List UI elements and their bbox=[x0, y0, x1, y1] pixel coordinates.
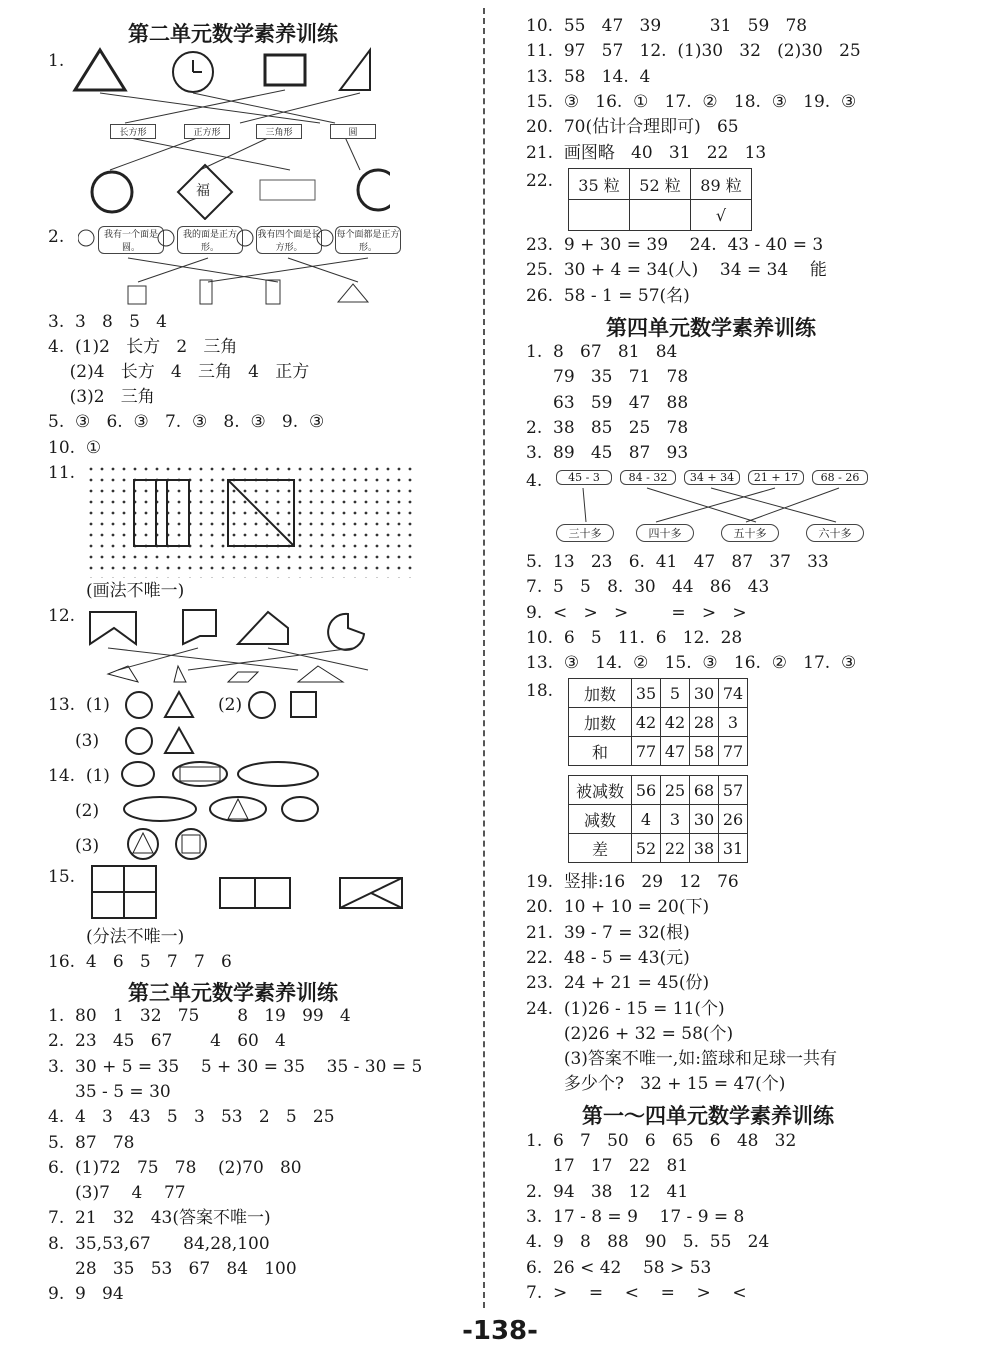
u14-line-7: 7. > = < = > < bbox=[526, 1282, 747, 1303]
u2-q2-number: 2. bbox=[48, 227, 65, 247]
sub-table-cell: 30 bbox=[690, 805, 719, 834]
add-table-cell: 58 bbox=[690, 737, 719, 766]
sub-table-cell: 4 bbox=[632, 805, 661, 834]
cuboid-icon bbox=[200, 280, 212, 304]
sub-table-cell: 52 bbox=[632, 834, 661, 863]
u4b-line-4: 10. 6 5 11. 6 12. 28 bbox=[526, 627, 743, 648]
q2-speech-3: 我有四个面是长方形。 bbox=[256, 226, 322, 254]
q4-expr-4: 21 + 17 bbox=[748, 470, 804, 485]
q22-empty-1 bbox=[569, 200, 630, 231]
q13-3-shapes bbox=[123, 726, 203, 756]
solid-matching-figure bbox=[78, 222, 378, 308]
u4c-line-9: 多少个? 32 + 15 = 47(个) bbox=[526, 1074, 786, 1095]
q4-matching bbox=[556, 470, 936, 546]
q22-cell-35: 35 粒 bbox=[569, 169, 630, 200]
q1-label-triangle: 三角形 bbox=[256, 124, 302, 139]
u2-q15-number: 15. bbox=[48, 867, 76, 887]
q4-expr-5: 68 - 26 bbox=[812, 470, 868, 485]
u4b-line-1: 5. 13 23 6. 41 47 87 37 33 bbox=[526, 552, 829, 572]
r-line-2: 11. 97 57 12. (1)30 32 (2)30 25 bbox=[526, 41, 861, 62]
add-table-cell: 35 bbox=[632, 679, 661, 708]
sub-table-cell: 差 bbox=[569, 834, 632, 863]
u3-line-8: (3)7 4 77 bbox=[48, 1183, 186, 1204]
set-square-icon bbox=[340, 50, 370, 90]
q14-2-shapes bbox=[120, 795, 340, 825]
q22-table bbox=[568, 168, 752, 231]
u3-line-4: 35 - 5 = 30 bbox=[48, 1081, 171, 1102]
ruler-icon bbox=[260, 180, 315, 200]
q14-3-shapes bbox=[123, 828, 223, 860]
division-figure bbox=[90, 864, 410, 922]
u3-line-1: 1. 80 1 32 75 8 19 99 4 bbox=[48, 1006, 351, 1026]
u2-q1-number: 1. bbox=[48, 51, 65, 71]
q1-label-rect: 长方形 bbox=[110, 124, 156, 139]
sub-table-cell: 38 bbox=[690, 834, 719, 863]
sub-table-cell: 25 bbox=[661, 776, 690, 805]
unit3-title: 第三单元数学素养训练 bbox=[128, 981, 338, 1005]
r-mid-line-1: 23. 9 + 30 = 39 24. 43 - 40 = 3 bbox=[526, 235, 824, 255]
u4c-line-1: 19. 竖排:16 29 12 76 bbox=[526, 872, 739, 892]
q4-range-40s: 四十多 bbox=[636, 524, 694, 542]
r-line-5: 20. 70(估计合理即可) 65 bbox=[526, 117, 739, 138]
sub-table-cell: 26 bbox=[719, 805, 748, 834]
unit2-title: 第二单元数学素养训练 bbox=[128, 22, 338, 46]
q4-lines bbox=[556, 486, 936, 526]
add-table-cell: 47 bbox=[661, 737, 690, 766]
u14-line-3: 2. 94 38 12 41 bbox=[526, 1181, 689, 1202]
sub-table-cell: 31 bbox=[719, 834, 748, 863]
r-line-6: 21. 画图略 40 31 22 13 bbox=[526, 142, 767, 163]
dot-grid-figure bbox=[88, 466, 418, 578]
frame-icon bbox=[265, 55, 305, 85]
sub-table-cell: 56 bbox=[632, 776, 661, 805]
column-divider bbox=[483, 8, 485, 1308]
u2-q14a: 14. (1) bbox=[48, 766, 110, 786]
q4-range-30s: 三十多 bbox=[556, 524, 614, 542]
r-line-1: 10. 55 47 39 31 59 78 bbox=[526, 16, 808, 36]
u2-q10: 10. ① bbox=[48, 438, 102, 458]
u4-line-2: 79 35 71 78 bbox=[526, 367, 689, 388]
u4-line-3: 63 59 47 88 bbox=[526, 392, 689, 413]
u2-q13a: 13. (1) bbox=[48, 695, 110, 715]
cube-icon bbox=[128, 286, 146, 304]
q4-range-60s: 六十多 bbox=[806, 524, 864, 542]
r-line-3: 13. 58 14. 4 bbox=[526, 66, 651, 87]
add-table-cell: 3 bbox=[719, 708, 748, 737]
u2-q13b: (3) bbox=[48, 731, 100, 751]
u2-q13a2: (2) bbox=[218, 695, 243, 715]
u2-q4b: (2)4 长方 4 三角 4 正方 bbox=[48, 362, 310, 382]
u4-q4-number: 4. bbox=[526, 471, 543, 491]
q14-1-shapes bbox=[120, 760, 320, 790]
q4-expr-1: 45 - 3 bbox=[556, 470, 612, 485]
add-table-cell: 77 bbox=[719, 737, 748, 766]
add-table-cell: 42 bbox=[632, 708, 661, 737]
add-table-cell: 5 bbox=[661, 679, 690, 708]
u4-line-5: 3. 89 45 87 93 bbox=[526, 443, 689, 464]
u3-line-12: 9. 9 94 bbox=[48, 1284, 124, 1305]
u2-q5-9: 5. ③ 6. ③ 7. ③ 8. ③ 9. ③ bbox=[48, 412, 325, 432]
sub-table-cell: 减数 bbox=[569, 805, 632, 834]
q22-check-mark: √ bbox=[691, 200, 752, 231]
add-table-cell: 74 bbox=[719, 679, 748, 708]
q2-speech-1: 我有一个面是圆。 bbox=[98, 226, 164, 254]
u3-q22-number: 22. bbox=[526, 171, 554, 191]
u4b-line-3: 9. < > > = > > bbox=[526, 602, 747, 623]
u14-line-5: 4. 9 8 88 90 5. 55 24 bbox=[526, 1232, 770, 1253]
u3-line-7: 6. (1)72 75 78 (2)70 80 bbox=[48, 1157, 302, 1178]
page-number: -138- bbox=[462, 1316, 538, 1346]
add-table-cell: 28 bbox=[690, 708, 719, 737]
u4-line-4: 2. 38 85 25 78 bbox=[526, 417, 689, 438]
u3-line-5: 4. 4 3 43 5 3 53 2 5 25 bbox=[48, 1107, 335, 1128]
q22-cell-89: 89 粒 bbox=[691, 169, 752, 200]
add-table-cell: 加数 bbox=[569, 708, 632, 737]
q18-subtraction-table bbox=[568, 775, 748, 863]
prism-icon bbox=[338, 284, 368, 302]
q4-expr-3: 34 + 34 bbox=[684, 470, 740, 485]
u2-q4c: (3)2 三角 bbox=[48, 387, 155, 407]
u4c-line-3: 21. 39 - 7 = 32(根) bbox=[526, 922, 690, 943]
q1-sign-text: 福 bbox=[196, 183, 210, 199]
q4-range-50s: 五十多 bbox=[721, 524, 779, 542]
u2-q14c: (3) bbox=[48, 836, 100, 856]
sub-table-cell: 22 bbox=[661, 834, 690, 863]
r-mid-line-3: 26. 58 - 1 = 57(名) bbox=[526, 285, 690, 306]
r-line-4: 15. ③ 16. ① 17. ② 18. ③ 19. ③ bbox=[526, 91, 857, 112]
cylinder-icon bbox=[266, 280, 280, 304]
u14-line-6: 6. 26 < 42 58 > 53 bbox=[526, 1257, 712, 1278]
add-table-cell: 30 bbox=[690, 679, 719, 708]
u3-line-9: 7. 21 32 43(答案不唯一) bbox=[48, 1208, 271, 1229]
warning-sign-icon bbox=[75, 50, 125, 90]
u14-line-2: 17 17 22 81 bbox=[526, 1156, 689, 1177]
u4c-line-2: 20. 10 + 10 = 20(下) bbox=[526, 897, 710, 918]
u3-line-11: 28 35 53 67 84 100 bbox=[48, 1259, 297, 1279]
u2-q14b: (2) bbox=[48, 801, 100, 821]
u4c-line-6: 24. (1)26 - 15 = 11(个) bbox=[526, 998, 725, 1019]
q22-empty-2 bbox=[630, 200, 691, 231]
q22-cell-52: 52 粒 bbox=[630, 169, 691, 200]
u4c-line-7: (2)26 + 32 = 58(个) bbox=[526, 1023, 734, 1044]
u3-line-2: 2. 23 45 67 4 60 4 bbox=[48, 1031, 286, 1052]
u4-line-1: 1. 8 67 81 84 bbox=[526, 342, 678, 362]
turn-sign-icon bbox=[92, 172, 132, 212]
q1-label-square: 正方形 bbox=[184, 124, 230, 139]
q2-speech-4: 每个面都是正方形。 bbox=[335, 226, 401, 254]
u3-line-6: 5. 87 78 bbox=[48, 1132, 135, 1153]
u2-q16: 16. 4 6 5 7 7 6 bbox=[48, 952, 232, 972]
add-table-cell: 加数 bbox=[569, 679, 632, 708]
u3-line-10: 8. 35,53,67 84,28,100 bbox=[48, 1233, 270, 1254]
sub-table-cell: 57 bbox=[719, 776, 748, 805]
u4c-line-8: (3)答案不唯一,如:篮球和足球一共有 bbox=[526, 1049, 838, 1070]
u4c-line-4: 22. 48 - 5 = 43(元) bbox=[526, 947, 690, 968]
cut-shapes-figure bbox=[88, 604, 378, 684]
u4b-line-5: 13. ③ 14. ② 15. ③ 16. ② 17. ③ bbox=[526, 653, 857, 674]
u2-q12-number: 12. bbox=[48, 606, 76, 626]
q18-addition-table bbox=[568, 678, 748, 766]
u2-q11-number: 11. bbox=[48, 463, 76, 483]
u3-line-3: 3. 30 + 5 = 35 5 + 30 = 35 35 - 30 = 5 bbox=[48, 1056, 423, 1077]
add-table-cell: 42 bbox=[661, 708, 690, 737]
q13-2-shapes bbox=[247, 690, 322, 720]
u2-q4a: 4. (1)2 长方 2 三角 bbox=[48, 337, 238, 357]
unit1-4-title: 第一～四单元数学素养训练 bbox=[582, 1104, 834, 1128]
unit4-title: 第四单元数学素养训练 bbox=[606, 316, 816, 340]
u14-line-4: 3. 17 - 8 = 9 17 - 9 = 8 bbox=[526, 1206, 745, 1227]
u4-q18-number: 18. bbox=[526, 681, 554, 701]
add-table-cell: 和 bbox=[569, 737, 632, 766]
q13-1-shapes bbox=[123, 690, 203, 720]
u4c-line-5: 23. 24 + 21 = 45(份) bbox=[526, 973, 710, 994]
u14-line-1: 1. 6 7 50 6 65 6 48 32 bbox=[526, 1131, 797, 1151]
u2-q15-note: (分法不唯一) bbox=[86, 927, 185, 947]
q4-expr-2: 84 - 32 bbox=[620, 470, 676, 485]
sub-table-cell: 68 bbox=[690, 776, 719, 805]
sub-table-cell: 被减数 bbox=[569, 776, 632, 805]
q2-speech-2: 我的面是正方形。 bbox=[177, 226, 243, 254]
u4b-line-2: 7. 5 5 8. 30 44 86 43 bbox=[526, 577, 770, 598]
u2-q11-note: (画法不唯一) bbox=[86, 581, 185, 601]
add-table-cell: 77 bbox=[632, 737, 661, 766]
q1-label-circle: 圆 bbox=[330, 124, 376, 139]
round-sign-icon bbox=[358, 170, 390, 210]
u2-q3: 3. 3 8 5 4 bbox=[48, 312, 167, 332]
sub-table-cell: 3 bbox=[661, 805, 690, 834]
r-mid-line-2: 25. 30 + 4 = 34(人) 34 = 34 能 bbox=[526, 260, 827, 281]
